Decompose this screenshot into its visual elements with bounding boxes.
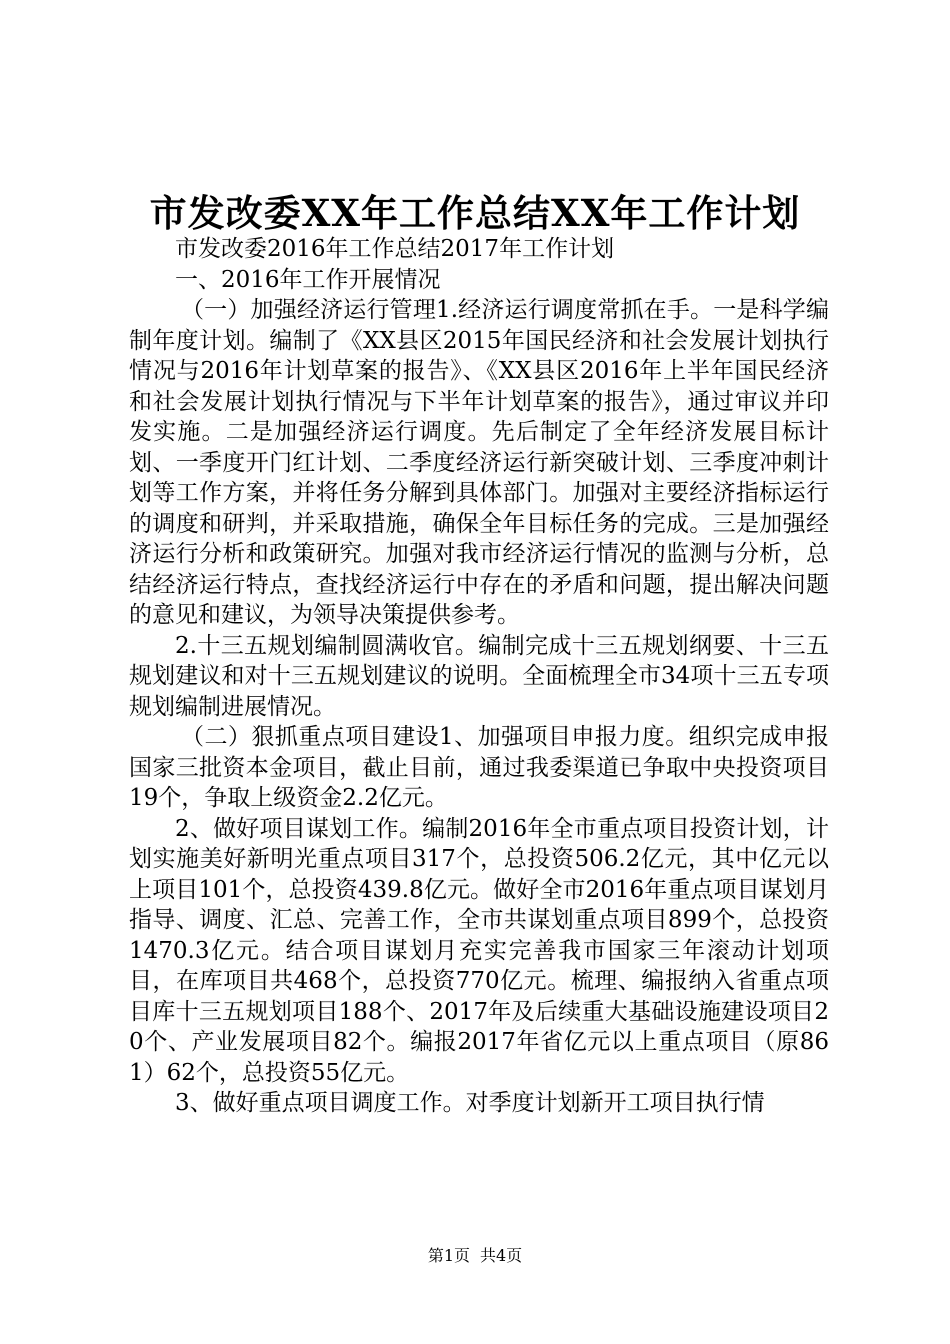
subtitle-paragraph: 市发改委2016年工作总结2017年工作计划 <box>175 236 615 262</box>
body-paragraph: 2.十三五规划编制圆满收官。编制完成十三五规划纲要、十三五规划建议和对十三五规划建议的说明。全面梳理全市34项十三五专项规划编制进展情况。 <box>129 632 829 720</box>
document-body <box>129 234 829 1119</box>
body-paragraph: 2、做好项目谋划工作。编制2016年全市重点项目投资计划，计划实施美好新明光重点项目317个，总投资506.2亿元，其中亿元以上项目101个，总投资439.8亿元。做好全市2016年重点项目谋划月指导、调度、汇总、完善工作，全市共谋划重点项目899个，总投资1470.3亿元。结合项目谋划月充实完善我市国家三年滚动计划项目，在库项目共468个，总投资770亿元。梳理、编报纳入省重点项目库十三五规划项目188个、2017年及后续重大基础设施建设项目20个、产业发展项目82个。编报2017年省亿元以上重点项目（原861）62个，总投资55亿元。 <box>129 815 829 1086</box>
body-paragraph: 3、做好重点项目调度工作。对季度计划新开工项目执行情 <box>175 1090 765 1116</box>
page-number: 第1页 <box>427 1246 470 1265</box>
page-total: 共4页 <box>480 1246 523 1265</box>
page-footer <box>0 1243 950 1266</box>
document-title: 市发改委XX年工作总结XX年工作计划 <box>149 191 801 235</box>
body-paragraph: （二）狠抓重点项目建设1、加强项目申报力度。组织完成申报国家三批资本金项目，截止目前，通过我委渠道已争取中央投资项目19个，争取上级资金2.2亿元。 <box>129 724 829 811</box>
section-heading: 一、2016年工作开展情况 <box>175 266 441 293</box>
body-paragraph: （一）加强经济运行管理1.经济运行调度常抓在手。一是科学编制年度计划。编制了《XX县区2015年国民经济和社会发展计划执行情况与2016年计划草案的报告》、《XX县区2016年上半年国民经济和社会发展计划执行情况与下半年计划草案的报告》，通过审议并印发实施。二是加强经济运行调度。先后制定了全年经济发展目标计划、一季度开门红计划、二季度经济运行新突破计划、三季度冲刺计划等工作方案，并将任务分解到具体部门。加强对主要经济指标运行的调度和研判，并采取措施，确保全年目标任务的完成。三是加强经济运行分析和政策研究。加强对我市经济运行情况的监测与分析，总结经济运行特点，查找经济运行中存在的矛盾和问题，提出解决问题的意见和建议，为领导决策提供参考。 <box>129 297 829 628</box>
